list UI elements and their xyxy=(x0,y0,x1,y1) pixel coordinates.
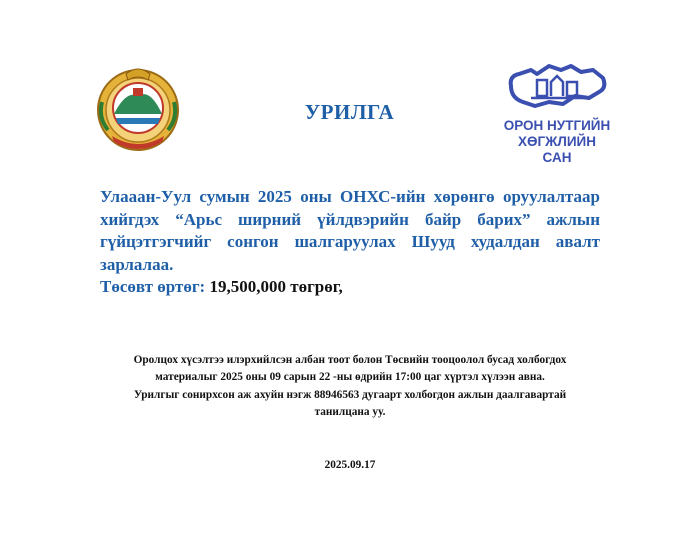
contact-note-line: танилцана уу. xyxy=(314,406,386,418)
page-title: УРИЛГА xyxy=(304,100,395,124)
fund-name-line: САН xyxy=(542,150,572,165)
submission-note xyxy=(110,352,590,386)
contact-note xyxy=(110,387,590,421)
submission-note-line: материалыг 2025 оны 09 сарын 22 -ны өдрийн 17:00 цаг хүртэл хүлээн авна. xyxy=(155,371,545,383)
budget-amount: 19,500,000 төгрөг, xyxy=(209,277,343,296)
fund-logo-icon xyxy=(505,62,609,110)
budget-label: Төсөвт өртөг: xyxy=(100,277,206,296)
fund-name-line: ХӨГЖЛИЙН xyxy=(518,134,596,149)
announcement-date: 2025.09.17 xyxy=(324,459,376,471)
announcement-text: Улааан-Уул сумын 2025 оны ОНХС-ийн хөрөнгө оруулалтаар хийгдэх “Арьс ширний үйлдвэрийн байр барих” ажлын гүйцэтгэгчийг сонгон шалгаруулах Шууд худалдан авалт зарлалаа. xyxy=(100,187,600,274)
contact-note-line: Урилгыг сонирхсон аж ахуйн нэгж 88946563 дугаарт холбогдон ажлын даалгавартай xyxy=(133,389,567,401)
submission-note-line: Оролцох хүсэлтээ илэрхийлсэн албан тоот болон Төсвийн тооцоолол бусад холбогдох xyxy=(133,354,567,366)
fund-name xyxy=(490,118,624,166)
budget-line xyxy=(100,276,343,298)
fund-name-line: ОРОН НУТГИЙН xyxy=(503,118,611,133)
